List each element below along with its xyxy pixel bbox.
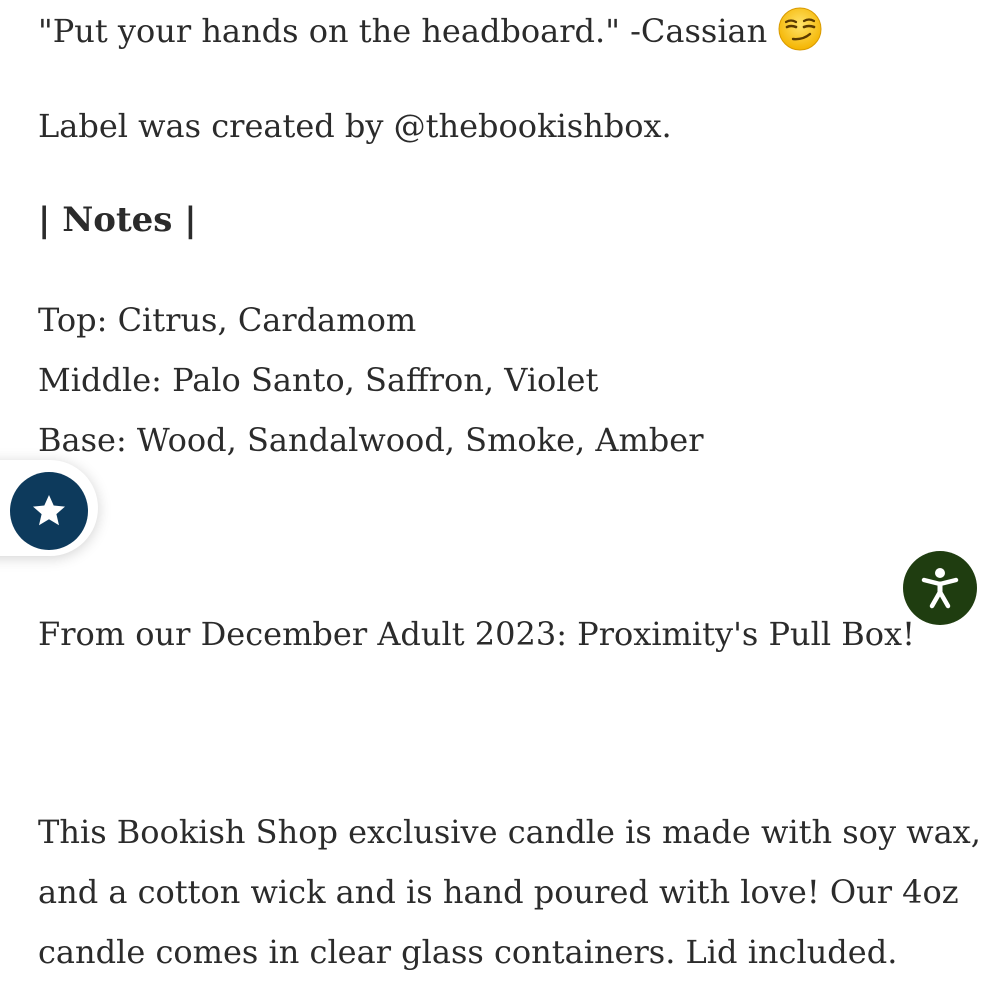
description-line: candle comes in clear glass containers. Lid included.: [38, 933, 898, 971]
quote-line: [38, 6, 823, 53]
description-line: and a cotton wick and is hand poured with love! Our 4oz: [38, 873, 959, 911]
accessibility-person-icon: [915, 563, 965, 613]
product-description: [38, 802, 981, 982]
star-icon: [27, 489, 71, 533]
note-base: Base: Wood, Sandalwood, Smoke, Amber: [38, 421, 704, 459]
box-note: From our December Adult 2023: Proximity's Pull Box!: [38, 615, 915, 653]
description-line: This Bookish Shop exclusive candle is made with soy wax,: [38, 813, 981, 851]
label-credit: Label was created by @thebookishbox.: [38, 107, 672, 145]
notes-heading: | Notes |: [38, 200, 197, 240]
note-middle: Middle: Palo Santo, Saffron, Violet: [38, 361, 599, 399]
note-top: Top: Citrus, Cardamom: [38, 301, 417, 339]
rewards-button[interactable]: [10, 472, 88, 550]
quote-text: "Put your hands on the headboard." -Cassian: [38, 12, 768, 50]
smirking-face-emoji-icon: [777, 6, 823, 52]
accessibility-button[interactable]: [903, 551, 977, 625]
